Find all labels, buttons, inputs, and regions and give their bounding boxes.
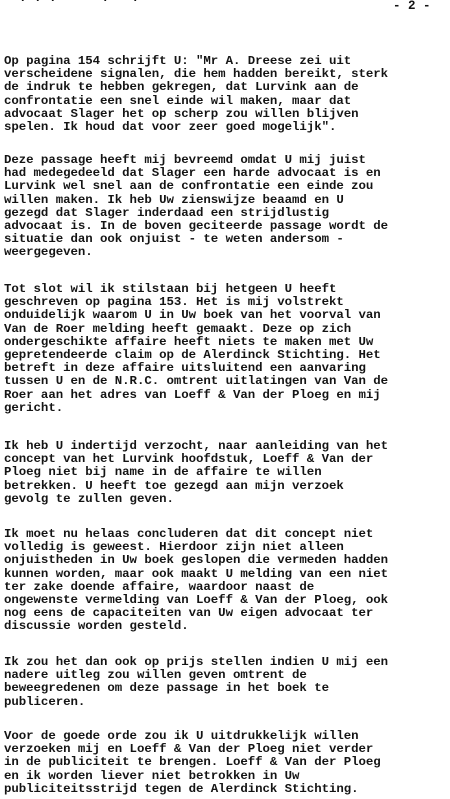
paragraph-line: verscheidene signalen, die hem hadden bereikt, sterk [4,67,389,82]
paragraph-line: Roer aan het adres van Loeff & Van der Ploeg en mij [4,387,381,402]
paragraph-line: Ploeg niet bij name in de affaire te willen [4,465,322,480]
paragraph-line: Ik zou het dan ook op prijs stellen indien U mij een [4,655,389,669]
paragraph-line: gepretendeerde claim op de Alerdinck Stichting. Het [4,348,381,363]
paragraph-line: advocaat Slager het op scherp zou willen blijven [4,106,359,121]
paragraph-line: Tot slot wil ik stilstaan bij hetgeen U heeft [4,282,337,296]
paragraph-line: confrontatie een snel einde wil maken, maar dat [4,93,352,108]
paragraph-line: nadere uitleg zou willen geven omtrent de [4,668,307,683]
paragraph-line: weergegeven. [4,245,93,260]
paragraph-slager-lurvink [4,154,388,260]
paragraph-line: beweegredenen om deze passage in het boek te [4,681,329,696]
paragraph-line: Op pagina 154 schrijft U: "Mr A. Dreese zei uit [4,54,352,68]
paragraph-explanation-request [4,656,388,709]
paragraph-line: gericht. [4,400,64,415]
paragraph-conclusion [4,528,388,634]
paragraph-line: betreft in deze affaire uitsluitend een aanvaring [4,361,366,376]
paragraph-line: onjuistheden in Uw boek geslopen die vermeden hadden [4,553,389,568]
paragraph-line: spelen. Ik houd dat voor zeer goed mogelijk". [4,120,337,135]
paragraph-line: kunnen worden, maar ook maakt U melding van een niet [4,566,389,581]
paragraph-line: nog eens de capaciteiten van Uw eigen advocaat ter [4,606,374,621]
paragraph-line: onduidelijk waarom U in Uw boek van het voorval van [4,308,381,323]
paragraph-line: gezegd dat Slager inderdaad een strijdlustig [4,205,329,220]
paragraph-line: de indruk te hebben gekregen, dat Lurvink aan de [4,80,359,95]
paragraph-line: publiciteitsstrijd tegen de Alerdinck Stichting. [4,781,359,796]
paragraph-line: Deze passage heeft mij bevreemd omdat U mij juist [4,153,366,167]
paragraph-line: publiceren. [4,694,86,709]
paragraph-line: willen maken. Ik heb Uw zienswijze beaamd en U [4,192,344,207]
paragraph-line: geschreven op pagina 153. Het is mij volstrekt [4,295,344,310]
paragraph-line: Lurvink wel snel aan de confrontatie een einde zou [4,179,374,194]
paragraph-page-153 [4,283,388,415]
paragraph-line: concept van het Lurvink hoofdstuk, Loeff & Van der [4,452,374,467]
paragraph-line: Ik heb U indertijd verzocht, naar aanleiding van het [4,439,389,453]
page-number: - 2 - [393,0,431,13]
paragraph-line: ter zake doende affaire, waardoor naast de [4,579,315,594]
paragraph-publicity-request [4,730,381,796]
paragraph-line: had medegedeeld dat Slager een harde advocaat is en [4,166,381,181]
paragraph-line: tussen U en de N.R.C. omtrent uitlatingen van Van de [4,374,389,389]
paragraph-concept-request [4,440,388,506]
paragraph-line: in de publiciteit te brengen. Loeff & Van der Ploeg [4,755,381,770]
paragraph-line: discussie worden gesteld. [4,619,189,634]
paragraph-line: ongewenste vermelding van Loeff & Van der Ploeg, ook [4,593,389,608]
paragraph-line: gevolg te zullen geven. [4,491,174,506]
paragraph-line: betrekken. U heeft toe gezegd aan mijn verzoek [4,478,344,493]
paragraph-line: ondergeschikte affaire heeft niets te maken met Uw [4,334,374,349]
paragraph-line: en ik worden liever niet betrokken in Uw [4,768,300,783]
paragraph-quote-page-154 [4,55,388,134]
cut-off-header-text [4,0,154,5]
paragraph-line: Van de Roer melding heeft gemaakt. Deze op zich [4,321,352,336]
paragraph-line: volledig is geweest. Hierdoor zijn niet alleen [4,540,344,555]
paragraph-line: verzoeken mij en Loeff & Van der Ploeg niet verder [4,742,374,757]
paragraph-line: situatie dan ook onjuist - te weten andersom - [4,232,344,247]
paragraph-line: Voor de goede orde zou ik U uitdrukkelijk willen [4,729,359,743]
paragraph-line: Ik moet nu helaas concluderen dat dit concept niet [4,527,374,541]
paragraph-line: advocaat is. In de boven geciteerde passage wordt de [4,219,389,234]
